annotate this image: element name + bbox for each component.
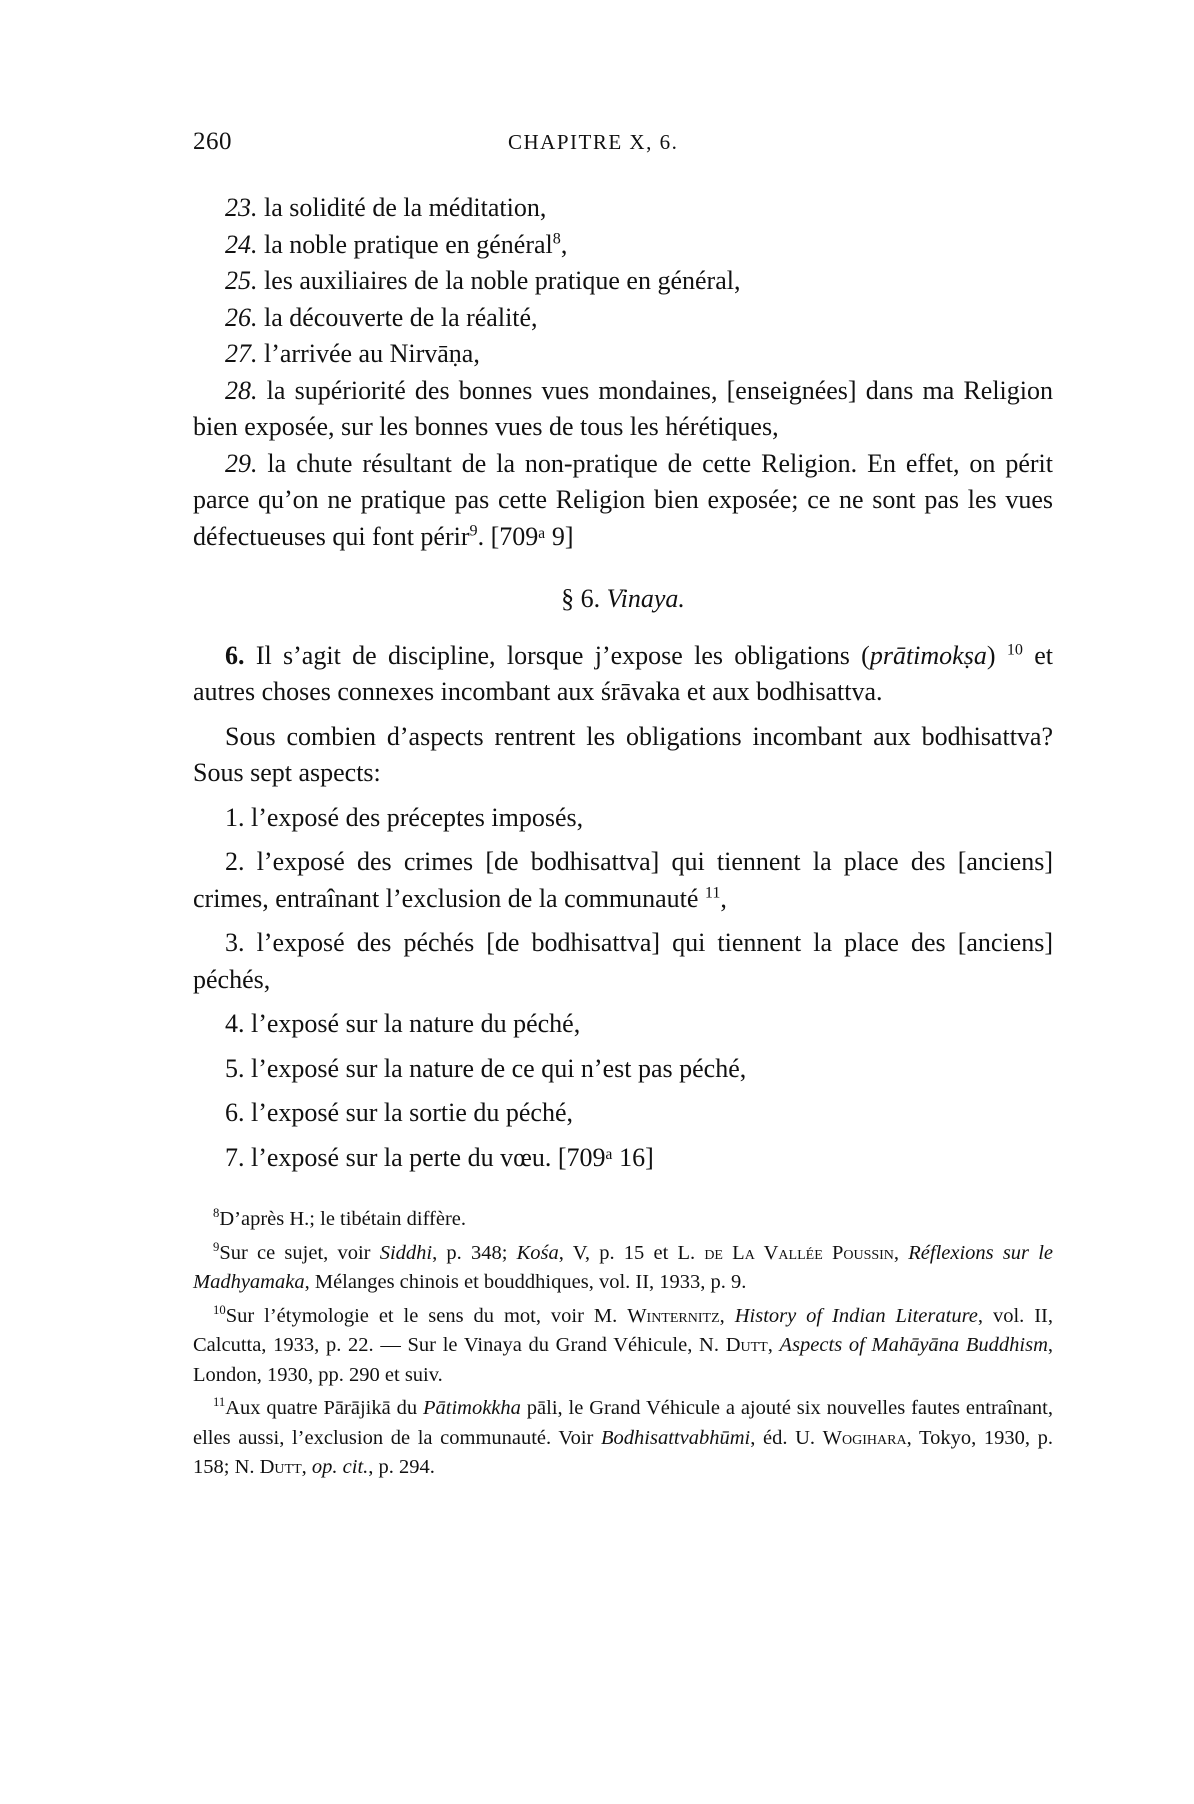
item-number: 1. xyxy=(225,802,245,832)
section-heading xyxy=(193,581,1053,618)
item-text: l’exposé sur la nature du péché, xyxy=(251,1009,581,1038)
item-number: 6. xyxy=(225,1098,245,1127)
spacer xyxy=(193,998,1053,1006)
item-number: 28. xyxy=(225,375,258,405)
paragraph-6 xyxy=(193,638,1053,711)
item-text: l’exposé des crimes [de bodhisattva] qui tiennent la place des [anciens] crimes, entraînant l’exclusion de la communauté xyxy=(193,847,1053,913)
work-title: Pātimokkha xyxy=(422,1397,521,1419)
spacer xyxy=(193,792,1053,800)
item-number: 5. xyxy=(225,1053,245,1083)
running-title: CHAPITRE X, 6. xyxy=(508,130,679,154)
work-title: op. cit. xyxy=(311,1456,369,1478)
list-item xyxy=(193,1006,1053,1043)
item-text-tail: , xyxy=(720,883,727,913)
footnote-text: Sur l’étymologie et le sens du mot, voir M. xyxy=(225,1304,628,1327)
author-name: Winternitz xyxy=(627,1304,720,1327)
item-text: la chute résultant de la non-pratique de cette Religion. En effet, on périt parce qu’on ne pratique pas cette Religion bien exposée; ce ne sont pas les vues défectueuses qui font périr xyxy=(193,448,1053,551)
footnote-mark: 9 xyxy=(213,1239,220,1254)
item-number: 26. xyxy=(225,302,258,332)
item-number: 3. xyxy=(225,928,245,957)
footnote-9 xyxy=(193,1239,1053,1298)
list-item xyxy=(193,300,1053,337)
footnote-text: , xyxy=(719,1304,735,1327)
footnote-mark: 8 xyxy=(213,1206,220,1221)
author-name: Wogihara xyxy=(822,1426,907,1449)
item-number: 27. xyxy=(225,339,258,368)
list-item xyxy=(193,190,1053,227)
author-name: Dutt xyxy=(259,1456,302,1478)
work-title: Bodhisattvabhūmi xyxy=(601,1426,751,1449)
author-name: Dutt xyxy=(725,1334,768,1356)
list-item xyxy=(193,446,1053,556)
list-item xyxy=(193,336,1053,373)
footnote-text: Aux quatre Pārājikā du xyxy=(225,1397,423,1419)
paragraph-number: 6. xyxy=(225,640,245,670)
item-text: la noble pratique en général xyxy=(264,229,553,259)
work-title: Kośa xyxy=(516,1241,559,1264)
item-number: 29. xyxy=(225,448,258,478)
list-item xyxy=(193,1051,1053,1088)
footnotes xyxy=(193,1205,1053,1487)
spacer xyxy=(193,1087,1053,1095)
footnote-mark: 11 xyxy=(213,1395,226,1410)
item-text: l’exposé des péchés [de bodhisattva] qui tiennent la place des [anciens] péchés, xyxy=(193,928,1053,994)
item-text-tail: . [709ᵃ 9] xyxy=(477,521,574,551)
list-item xyxy=(193,373,1053,446)
footnote-mark: 10 xyxy=(213,1302,226,1317)
spacer xyxy=(193,836,1053,844)
item-text: l’exposé sur la perte du vœu. [709ᵃ 16] xyxy=(251,1142,654,1172)
footnote-text: , éd. U. xyxy=(750,1426,823,1449)
paragraph-question: Sous combien d’aspects rentrent les obligations incombant aux bodhisattva? Sous sept aspects: xyxy=(193,721,1053,787)
footnote-ref[interactable]: 8 xyxy=(552,229,561,247)
item-text: l’exposé des préceptes imposés, xyxy=(251,802,584,832)
spacer xyxy=(193,711,1053,719)
item-text-tail: , xyxy=(560,229,568,259)
work-title: Siddhi xyxy=(379,1241,433,1264)
item-text: les auxiliaires de la noble pratique en général, xyxy=(264,266,741,295)
list-item xyxy=(193,227,1053,264)
spacer xyxy=(193,1043,1053,1051)
item-number: 2. xyxy=(225,847,245,876)
work-title: Réflexions sur le Madhyamaka xyxy=(193,1241,1054,1293)
footnote-text: , xyxy=(767,1334,780,1356)
footnote-text: , xyxy=(301,1456,312,1478)
section-mark: § 6. xyxy=(561,584,601,613)
paragraph-text: Il s’agit de discipline, lorsque j’expose les obligations ( xyxy=(255,640,870,670)
work-title: History of Indian Literature xyxy=(734,1304,978,1327)
spacer xyxy=(193,1132,1053,1140)
footnote-8 xyxy=(193,1205,1053,1235)
footnote-text: D’après H.; le tibétain diffère. xyxy=(219,1208,467,1230)
footnote-text: , vol. II, Calcutta, 1933, p. 22. — Sur le Vinaya du Grand Véhicule, N. xyxy=(193,1304,1053,1356)
item-text: la solidité de la méditation, xyxy=(264,193,547,222)
footnote-text: pāli, le Grand Véhicule a ajouté six nouvelles fautes entraînant, elles aussi, l’exclusion de la communauté. Voir xyxy=(193,1397,1053,1449)
paragraph-text: ) xyxy=(986,640,996,670)
footnote-ref[interactable]: 11 xyxy=(704,883,721,901)
list-item xyxy=(193,800,1053,837)
paragraph-text: et autres choses connexes incombant aux śrāvaka et aux bodhisattva. xyxy=(193,640,1054,706)
footnote-text: , London, 1930, pp. 290 et suiv. xyxy=(193,1334,1053,1386)
work-title: Aspects of Mahāyāna Buddhism xyxy=(779,1334,1048,1356)
item-text: l’arrivée au Nirvāṇa, xyxy=(264,339,480,368)
footnote-text: , Tokyo, 1930, p. 158; N. xyxy=(193,1426,1053,1478)
item-number: 25. xyxy=(225,266,258,295)
item-text: l’exposé sur la sortie du péché, xyxy=(251,1098,574,1127)
list-item xyxy=(193,263,1053,300)
sanskrit-term: prātimokṣa xyxy=(869,640,987,670)
footnote-text: , V, p. 15 et L. xyxy=(558,1241,705,1264)
footnote-text: , xyxy=(893,1241,909,1264)
footnote-text: , p. 348; xyxy=(432,1241,517,1264)
item-number: 23. xyxy=(225,193,258,222)
spacer xyxy=(193,917,1053,925)
list-item xyxy=(193,1140,1053,1177)
item-number: 24. xyxy=(225,229,258,259)
item-text: la découverte de la réalité, xyxy=(264,302,538,332)
main-text xyxy=(193,190,1053,1176)
section-title: Vinaya. xyxy=(606,584,685,613)
list-item xyxy=(193,925,1053,998)
author-name: de La Vallée Poussin xyxy=(704,1241,894,1264)
list-item xyxy=(193,844,1053,917)
footnote-text: , p. 294. xyxy=(368,1456,435,1478)
footnote-ref[interactable]: 9 xyxy=(469,521,478,539)
footnote-text: , Mélanges chinois et bouddhiques, vol. II, 1933, p. 9. xyxy=(304,1271,747,1293)
list-item xyxy=(193,1095,1053,1132)
footnote-11 xyxy=(193,1394,1053,1483)
item-text: l’exposé sur la nature de ce qui n’est pas péché, xyxy=(251,1053,747,1083)
footnote-text: Sur ce sujet, voir xyxy=(219,1241,380,1264)
footnote-ref[interactable]: 10 xyxy=(1006,640,1023,658)
item-text: la supériorité des bonnes vues mondaines, [enseignées] dans ma Religion bien exposée, sur les bonnes vues de tous les hérétiques, xyxy=(193,375,1054,441)
footnote-10 xyxy=(193,1302,1053,1391)
item-number: 7. xyxy=(225,1142,245,1172)
page-number: 260 xyxy=(193,128,232,155)
item-number: 4. xyxy=(225,1009,245,1038)
